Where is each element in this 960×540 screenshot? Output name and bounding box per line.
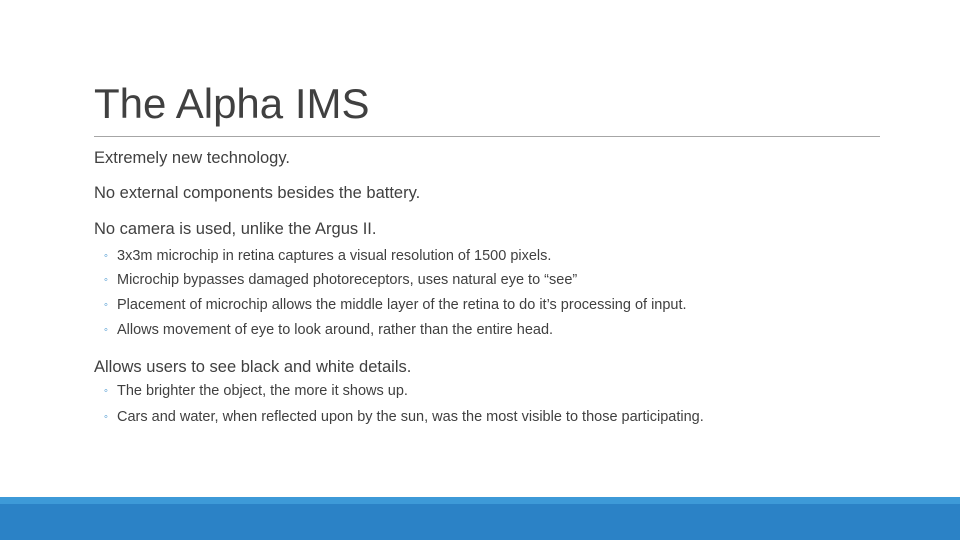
sub-bullet-point — [94, 322, 553, 338]
circle-bullet-icon: ◦ — [104, 324, 108, 336]
sub-bullet-point — [94, 383, 408, 399]
slide-title: The Alpha IMS — [94, 80, 370, 127]
sub-bullet-point — [94, 297, 687, 313]
circle-bullet-icon: ◦ — [104, 299, 108, 311]
bullet-point: No camera is used, unlike the Argus II. — [94, 220, 377, 238]
circle-bullet-icon: ◦ — [104, 385, 108, 397]
sub-bullet-text: Placement of microchip allows the middle layer of the retina to do it’s processing of input. — [117, 297, 687, 313]
sub-bullet-point — [94, 409, 704, 425]
footer-accent-stripe — [0, 497, 960, 504]
bullet-point: Allows users to see black and white details. — [94, 358, 412, 376]
title-divider — [94, 136, 880, 137]
bullet-point: No external components besides the battery. — [94, 184, 421, 202]
sub-bullet-text: 3x3m microchip in retina captures a visual resolution of 1500 pixels. — [117, 248, 552, 264]
circle-bullet-icon: ◦ — [104, 411, 108, 423]
circle-bullet-icon: ◦ — [104, 250, 108, 262]
sub-bullet-text: The brighter the object, the more it shows up. — [117, 383, 408, 399]
sub-bullet-point — [94, 272, 577, 288]
bullet-point: Extremely new technology. — [94, 149, 290, 167]
footer-band — [0, 504, 960, 540]
sub-bullet-text: Cars and water, when reflected upon by the sun, was the most visible to those participating. — [117, 409, 704, 425]
circle-bullet-icon: ◦ — [104, 274, 108, 286]
sub-bullet-point — [94, 248, 551, 264]
sub-bullet-text: Microchip bypasses damaged photoreceptors, uses natural eye to “see” — [117, 272, 578, 288]
sub-bullet-text: Allows movement of eye to look around, rather than the entire head. — [117, 322, 554, 338]
